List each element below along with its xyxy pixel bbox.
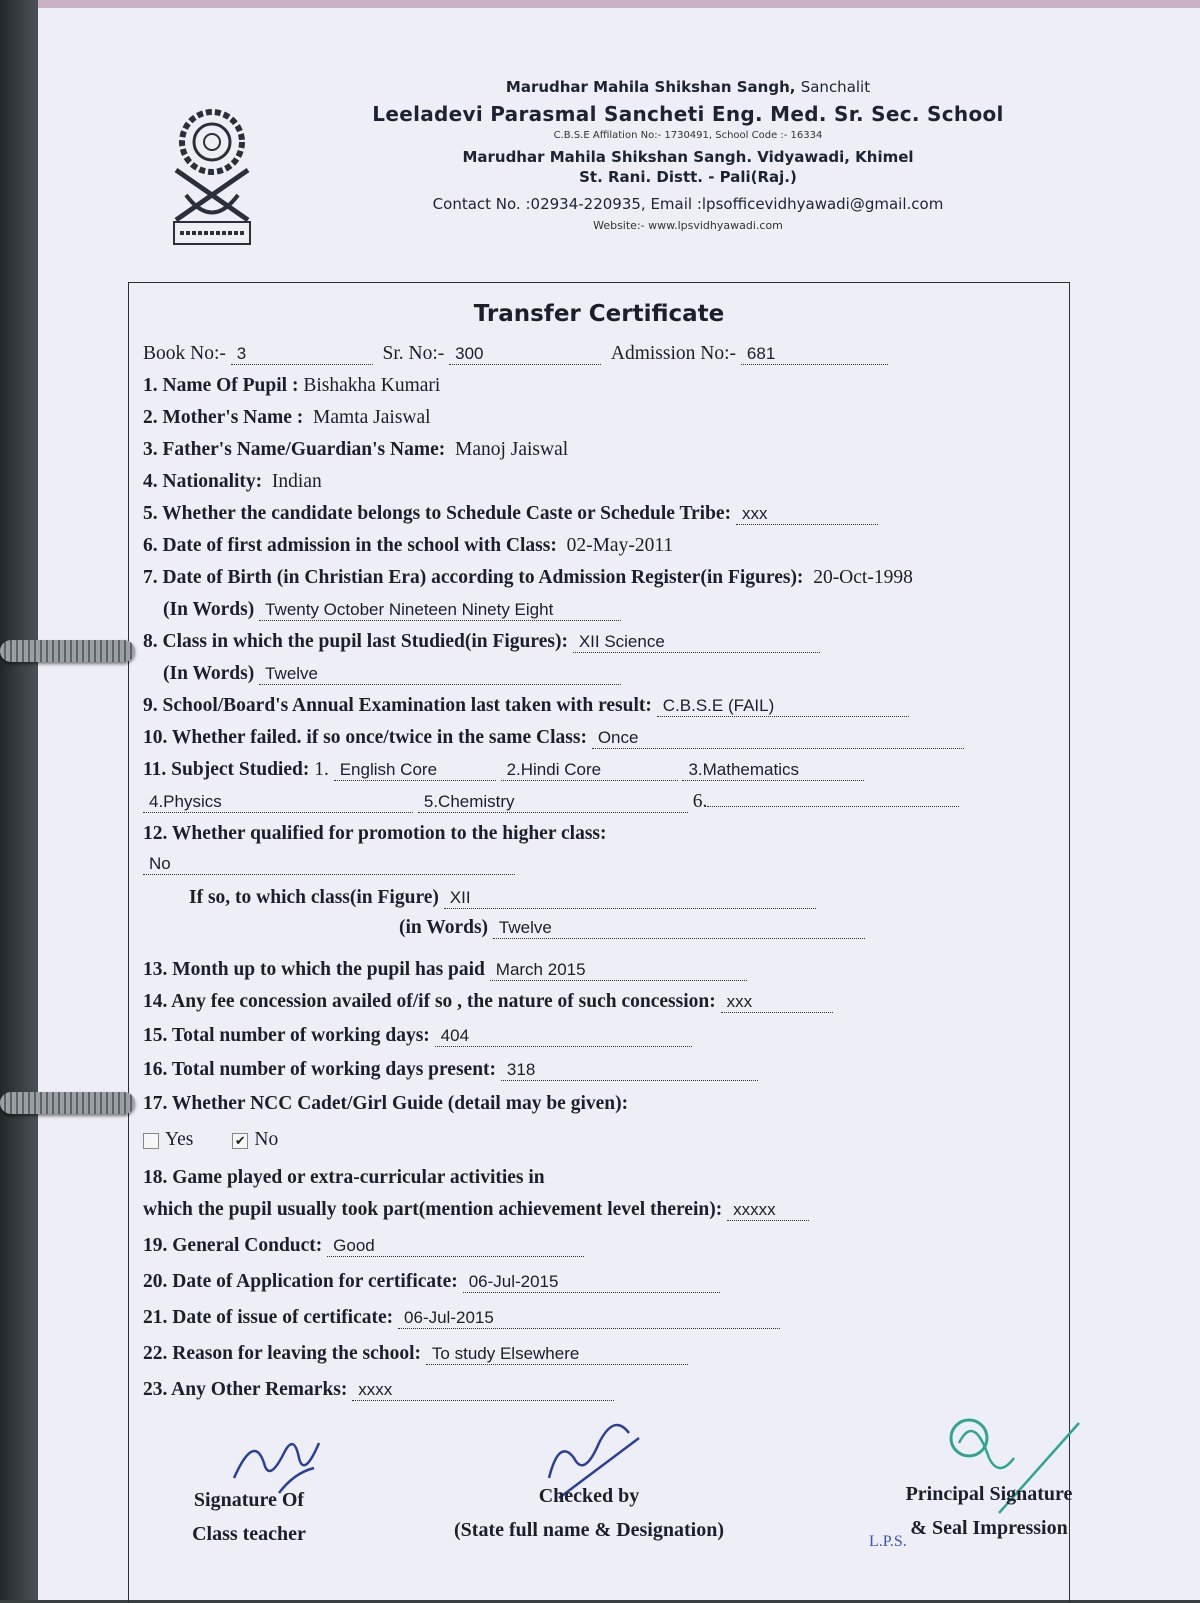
field-days-present: 16. Total number of working days present: 318 (143, 1059, 758, 1081)
school-header (38, 70, 1200, 280)
field-application-date: 20. Date of Application for certificate: 06-Jul-2015 (143, 1271, 720, 1293)
sr-no-value: 300 (449, 344, 601, 365)
field-last-class-words: (In Words) Twelve (163, 663, 621, 685)
field-leaving-reason: 22. Reason for leaving the school: To study Elsewhere (143, 1343, 688, 1365)
binder-ring-bottom (0, 1092, 135, 1114)
website-line: Website:- www.lpsvidhyawadi.com (593, 219, 783, 232)
contact-line: Contact No. :02934-220935, Email :lpsofficevidhyawadi@gmail.com (432, 195, 944, 213)
field-subjects-row-1: 11. Subject Studied: 1. English Core 2.Hindi Core 3.Mathematics (143, 759, 864, 781)
book-no-value: 3 (231, 344, 373, 365)
field-fee-paid-month: 13. Month up to which the pupil has paid March 2015 (143, 959, 747, 981)
field-caste: 5. Whether the candidate belongs to Schedule Caste or Schedule Tribe: xxx (143, 503, 878, 525)
ncc-options: Yes ✔ No (143, 1129, 278, 1151)
field-ncc: 17. Whether NCC Cadet/Girl Guide (detail may be given): (143, 1093, 629, 1114)
school-name: Leeladevi Parasmal Sancheti Eng. Med. Sr. Sec. School (372, 102, 1004, 126)
certificate-frame (128, 282, 1073, 1603)
field-dob-words: (In Words) Twenty October Nineteen Ninety Eight (163, 599, 621, 621)
principal-signature-label: Principal Signature & Seal Impression (905, 1483, 1073, 1539)
affiliation-line: C.B.S.E Affilation No:- 1730491, School Code :- 16334 (553, 130, 823, 141)
field-last-class: 8. Class in which the pupil last Studied(in Figures): XII Science (143, 631, 820, 653)
field-dob: 7. Date of Birth (in Christian Era) according to Admission Register(in Figures): 20-Oct-1998 (143, 567, 913, 588)
field-promotion: 12. Whether qualified for promotion to the higher class: (143, 823, 607, 844)
binder-ring-top (0, 640, 135, 662)
school-emblem-icon (166, 100, 258, 260)
field-promotion-class-figure: If so, to which class(in Figure) XII (189, 887, 816, 909)
field-promotion-value: No (143, 853, 515, 875)
field-subjects-row-2: 4.Physics 5.Chemistry 6. (143, 791, 959, 813)
field-failed: 10. Whether failed. if so once/twice in the same Class: Once (143, 727, 964, 749)
certificate-title: Transfer Certificate (473, 301, 725, 327)
field-issue-date: 21. Date of issue of certificate: 06-Jul-2015 (143, 1307, 780, 1329)
field-remarks: 23. Any Other Remarks: xxxx (143, 1379, 614, 1401)
field-working-days: 15. Total number of working days: 404 (143, 1025, 692, 1047)
field-promotion-class-words: (in Words) Twelve (399, 917, 865, 939)
field-first-admission: 6. Date of first admission in the school with Class: 02-May-2011 (143, 535, 674, 556)
yes-checkbox[interactable] (143, 1133, 159, 1149)
no-checkbox[interactable]: ✔ (232, 1133, 248, 1149)
checked-by-label: Checked by (State full name & Designation) (454, 1485, 724, 1541)
class-teacher-signature-label: Signature Of Class teacher (192, 1489, 306, 1545)
field-name-of-pupil: 1. Name Of Pupil : Bishakha Kumari (143, 375, 441, 396)
field-fathers-name: 3. Father's Name/Guardian's Name: Manoj Jaiswal (143, 439, 569, 460)
field-conduct: 19. General Conduct: Good (143, 1235, 584, 1257)
book-sr-admission-row: Book No:- 3 Sr. No:- 300 Admission No:- 681 (143, 343, 888, 365)
admission-no-value: 681 (741, 344, 888, 365)
society-line: Marudhar Mahila Shikshan Sangh, Sanchalit (505, 78, 871, 96)
certificate-page (38, 0, 1200, 1600)
address-line-1: Marudhar Mahila Shikshan Sangh. Vidyawadi, Khimel (462, 148, 914, 166)
field-fee-concession: 14. Any fee concession availed of/if so , the nature of such concession: xxx (143, 991, 833, 1013)
field-mothers-name: 2. Mother's Name : Mamta Jaiswal (143, 407, 431, 428)
address-line-2: St. Rani. Distt. - Pali(Raj.) (579, 168, 797, 186)
seal-text: L.P.S. (869, 1533, 907, 1550)
field-activities: 18. Game played or extra-curricular activities in (143, 1167, 545, 1188)
field-activities-value: which the pupil usually took part(mention achievement level therein): xxxxx (143, 1199, 809, 1221)
field-nationality: 4. Nationality: Indian (143, 471, 322, 492)
field-exam-result: 9. School/Board's Annual Examination last taken with result: C.B.S.E (FAIL) (143, 695, 909, 717)
